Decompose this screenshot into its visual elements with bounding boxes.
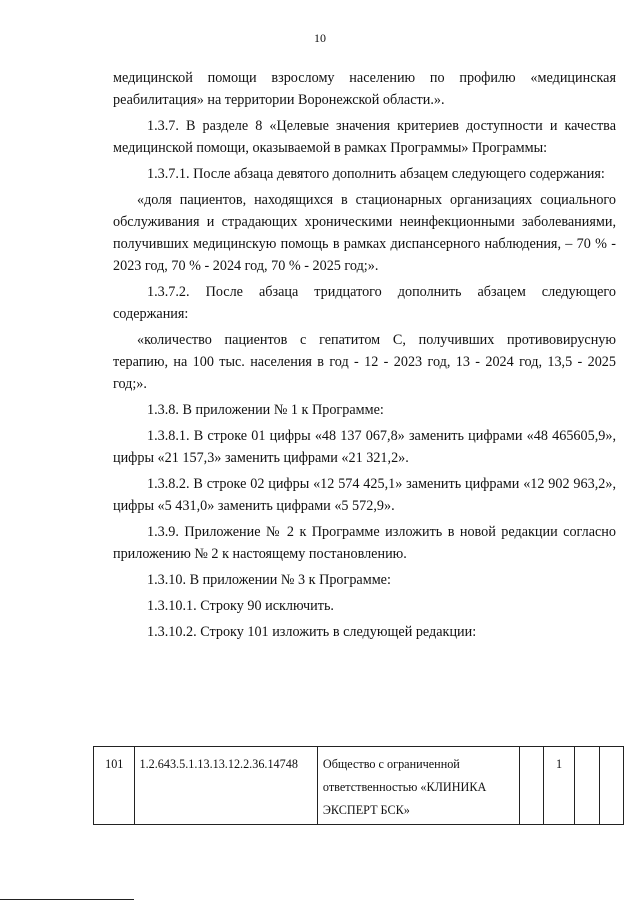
table-cell-mark: 1	[543, 747, 574, 825]
paragraph-1-3-8-1: 1.3.8.1. В строке 01 цифры «48 137 067,8» заменить цифрами «48 465605,9», цифры «21 157,3» заменить цифрами «21 321,2».	[113, 428, 616, 466]
table-cell-row-number: 101	[94, 747, 135, 825]
table-cell-organization-name: Общество с ограниченной ответственностью «КЛИНИКА ЭКСПЕРТ БСК»	[317, 747, 519, 825]
table-cell-oid-code: 1.2.643.5.1.13.13.12.2.36.14748	[135, 747, 317, 825]
table-cell-empty-4	[599, 747, 623, 825]
paragraph-continuation: медицинской помощи взрослому населению по профилю «медицинская реабилитация» на территории Воронежской области.».	[113, 70, 616, 108]
footnote-rule	[0, 899, 134, 900]
paragraph-1-3-10: 1.3.10. В приложении № 3 к Программе:	[147, 572, 391, 588]
paragraph-quote-share-patients: «доля пациентов, находящихся в стационарных организациях социального обслуживания и страдающих хроническими неинфекционными заболеваниями, получивших медицинскую помощь в рамках диспансерного наблюдения, – 70 % - 2023 год, 70 % - 2024 год, 70 % - 2025 год;».	[113, 192, 616, 274]
annex-table	[93, 746, 624, 825]
annex-3-table	[93, 746, 624, 825]
page-number: 10	[314, 31, 326, 45]
paragraph-1-3-10-1: 1.3.10.1. Строку 90 исключить.	[147, 598, 334, 614]
paragraph-1-3-7-1: 1.3.7.1. После абзаца девятого дополнить абзацем следующего содержания:	[147, 166, 605, 182]
table-cell-empty-3	[575, 747, 599, 825]
paragraph-1-3-7: 1.3.7. В разделе 8 «Целевые значения критериев доступности и качества медицинской помощи, оказываемой в рамках Программы» Программы:	[113, 118, 616, 156]
paragraph-1-3-8-2: 1.3.8.2. В строке 02 цифры «12 574 425,1» заменить цифрами «12 902 963,2», цифры «5 431,0» заменить цифрами «5 572,9».	[113, 476, 616, 514]
table-cell-empty-1	[519, 747, 543, 825]
document-body	[113, 67, 616, 647]
paragraph-1-3-7-2: 1.3.7.2. После абзаца тридцатого дополнить абзацем следующего содержания:	[113, 284, 616, 322]
paragraph-1-3-8: 1.3.8. В приложении № 1 к Программе:	[147, 402, 384, 418]
paragraph-quote-hepatitis: «количество пациентов с гепатитом С, получивших противовирусную терапию, на 100 тыс. населения в год - 12 - 2023 год, 13 - 2024 год, 13,5 - 2025 год;».	[113, 332, 616, 392]
paragraph-1-3-9: 1.3.9. Приложение № 2 к Программе изложить в новой редакции согласно приложению № 2 к настоящему постановлению.	[113, 524, 616, 562]
paragraph-1-3-10-2: 1.3.10.2. Строку 101 изложить в следующей редакции:	[147, 624, 477, 640]
table-row	[94, 747, 624, 825]
